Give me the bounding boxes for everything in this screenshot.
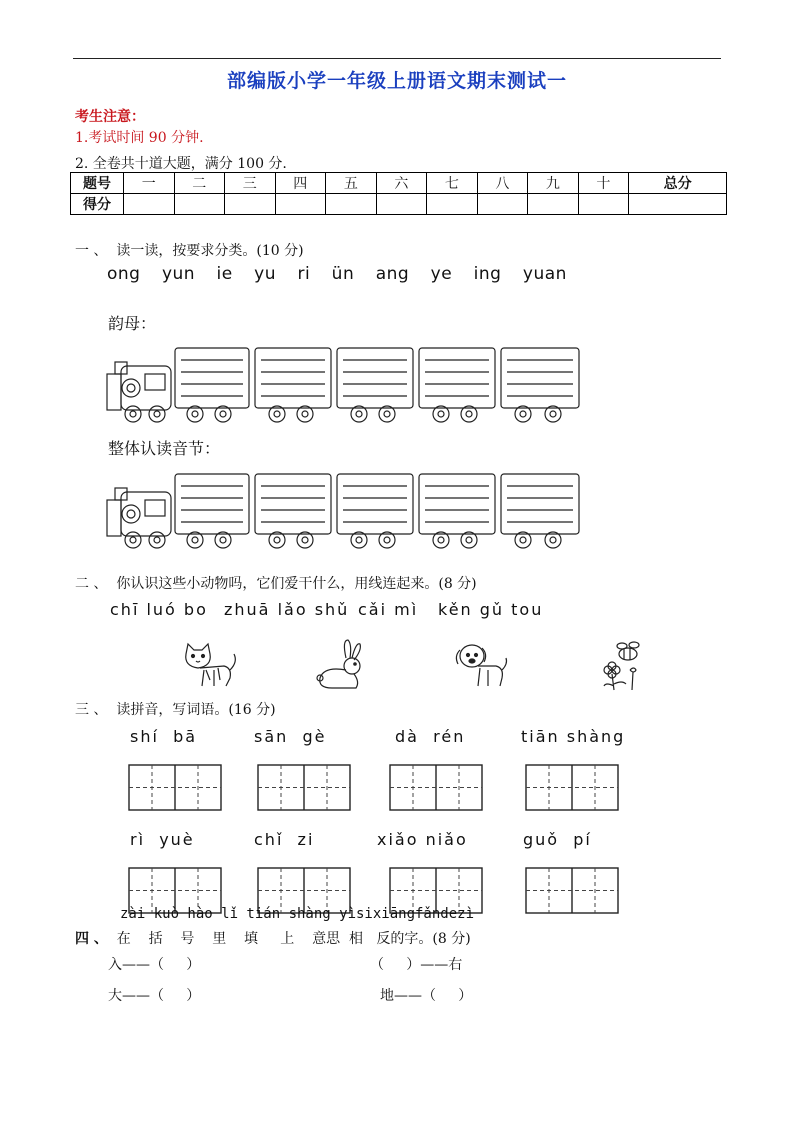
score-col: 二 bbox=[174, 173, 225, 194]
q4-char: 相 bbox=[349, 931, 364, 947]
q4-pair-left[interactable]: 大——（ ） bbox=[108, 988, 201, 1004]
q2-number: 二 、 bbox=[75, 576, 108, 592]
q3-pinyin: dà rén bbox=[395, 727, 466, 746]
q4-char: 反的字。(8 分) bbox=[376, 931, 471, 947]
q4-heading bbox=[75, 928, 471, 948]
q1-number: 一 、 bbox=[75, 243, 108, 259]
syllable: yuan bbox=[522, 264, 567, 284]
notice-heading: 考生注意： bbox=[75, 109, 145, 125]
q2-prompt: 你认识这些小动物吗，它们爱干什么，用线连起来。(8 分) bbox=[116, 576, 477, 592]
score-cell[interactable] bbox=[275, 194, 326, 215]
q4-number: 四 、 bbox=[75, 931, 108, 947]
score-col: 九 bbox=[528, 173, 579, 194]
syllable: yun bbox=[161, 264, 196, 284]
q4-char: 填 bbox=[244, 931, 259, 947]
q3-pinyin: guǒ pí bbox=[523, 830, 592, 849]
notice-line-1: 1.考试时间 90 分钟. bbox=[75, 130, 204, 146]
score-col: 六 bbox=[376, 173, 427, 194]
score-col: 五 bbox=[326, 173, 377, 194]
score-cell[interactable] bbox=[629, 194, 727, 215]
page-title: 部编版小学一年级上册语文期末测试一 bbox=[226, 70, 567, 92]
q1-label-whole-syllables: 整体认读音节： bbox=[108, 439, 221, 458]
score-cell[interactable] bbox=[477, 194, 528, 215]
score-cell[interactable] bbox=[528, 194, 579, 215]
q4-pair-right[interactable]: 地——（ ） bbox=[380, 988, 473, 1004]
score-col: 一 bbox=[124, 173, 175, 194]
q4-char: 意思 bbox=[312, 931, 341, 947]
q4-pair-left[interactable]: 入——（ ） bbox=[108, 957, 201, 973]
q3-number: 三 、 bbox=[75, 702, 108, 718]
score-cell[interactable] bbox=[578, 194, 629, 215]
train-whole-syllables bbox=[105, 466, 585, 552]
score-cell[interactable] bbox=[124, 194, 175, 215]
syllable: ie bbox=[216, 264, 233, 284]
score-cell[interactable] bbox=[225, 194, 276, 215]
q3-writing-grid-row-1[interactable] bbox=[128, 764, 622, 812]
q4-char: 在 bbox=[116, 931, 131, 947]
syllable: ye bbox=[430, 264, 453, 284]
q4-pair-right[interactable]: （ ）——右 bbox=[370, 957, 463, 973]
q3-pinyin: xiǎo niǎo bbox=[377, 830, 468, 849]
q2-phrase: zhuā lǎo shǔ bbox=[224, 600, 350, 619]
score-col-total: 总分 bbox=[629, 173, 727, 194]
q4-pinyin-overlay: zài kuò hào lǐ tián shàng yìsixiāngfǎndezì bbox=[120, 906, 475, 922]
syllable: ang bbox=[375, 264, 410, 284]
score-col: 三 bbox=[225, 173, 276, 194]
score-cell[interactable] bbox=[326, 194, 377, 215]
q1-heading bbox=[75, 240, 304, 260]
q2-phrase: kěn gǔ tou bbox=[438, 600, 544, 619]
score-col: 四 bbox=[275, 173, 326, 194]
score-table-score-row bbox=[71, 194, 727, 215]
q1-prompt: 读一读，按要求分类。(10 分) bbox=[116, 243, 304, 259]
syllable: ün bbox=[331, 264, 355, 284]
syllable: ing bbox=[473, 264, 502, 284]
syllable: ri bbox=[297, 264, 311, 284]
score-table-header-row bbox=[71, 173, 727, 194]
q3-pinyin: tiān shàng bbox=[521, 727, 626, 746]
score-cell[interactable] bbox=[427, 194, 478, 215]
q4-char: 括 bbox=[148, 931, 163, 947]
syllable: yu bbox=[254, 264, 277, 284]
rabbit-icon bbox=[312, 638, 368, 692]
train-finals bbox=[105, 340, 585, 426]
score-col: 八 bbox=[477, 173, 528, 194]
q3-heading bbox=[75, 699, 276, 719]
q3-pinyin: rì yuè bbox=[130, 830, 195, 849]
score-cell[interactable] bbox=[174, 194, 225, 215]
q1-syllables bbox=[107, 264, 567, 284]
score-row-label: 题号 bbox=[71, 173, 124, 194]
q2-phrase: cǎi mì bbox=[358, 600, 419, 619]
q4-char: 号 bbox=[180, 931, 195, 947]
q2-phrase: chī luó bo bbox=[110, 600, 208, 619]
cat-icon bbox=[180, 640, 240, 690]
score-col: 七 bbox=[427, 173, 478, 194]
score-col: 十 bbox=[578, 173, 629, 194]
notice-line-2: 2. 全卷共十道大题，满分 100 分. bbox=[75, 156, 287, 172]
score-cell[interactable] bbox=[376, 194, 427, 215]
q3-pinyin: sān gè bbox=[254, 727, 327, 746]
top-rule bbox=[73, 58, 721, 59]
q4-char: 上 bbox=[280, 931, 295, 947]
syllable: ong bbox=[107, 264, 141, 284]
q3-pinyin: chǐ zi bbox=[254, 830, 315, 849]
bee-icon bbox=[600, 640, 650, 692]
q3-pinyin: shí bā bbox=[130, 727, 198, 746]
q3-prompt: 读拼音，写词语。(16 分) bbox=[116, 702, 276, 718]
q4-char: 里 bbox=[212, 931, 227, 947]
dog-icon bbox=[452, 640, 512, 690]
score-table bbox=[70, 172, 727, 215]
score-row-label: 得分 bbox=[71, 194, 124, 215]
q1-label-finals: 韵母： bbox=[108, 314, 157, 333]
q2-heading bbox=[75, 573, 477, 593]
